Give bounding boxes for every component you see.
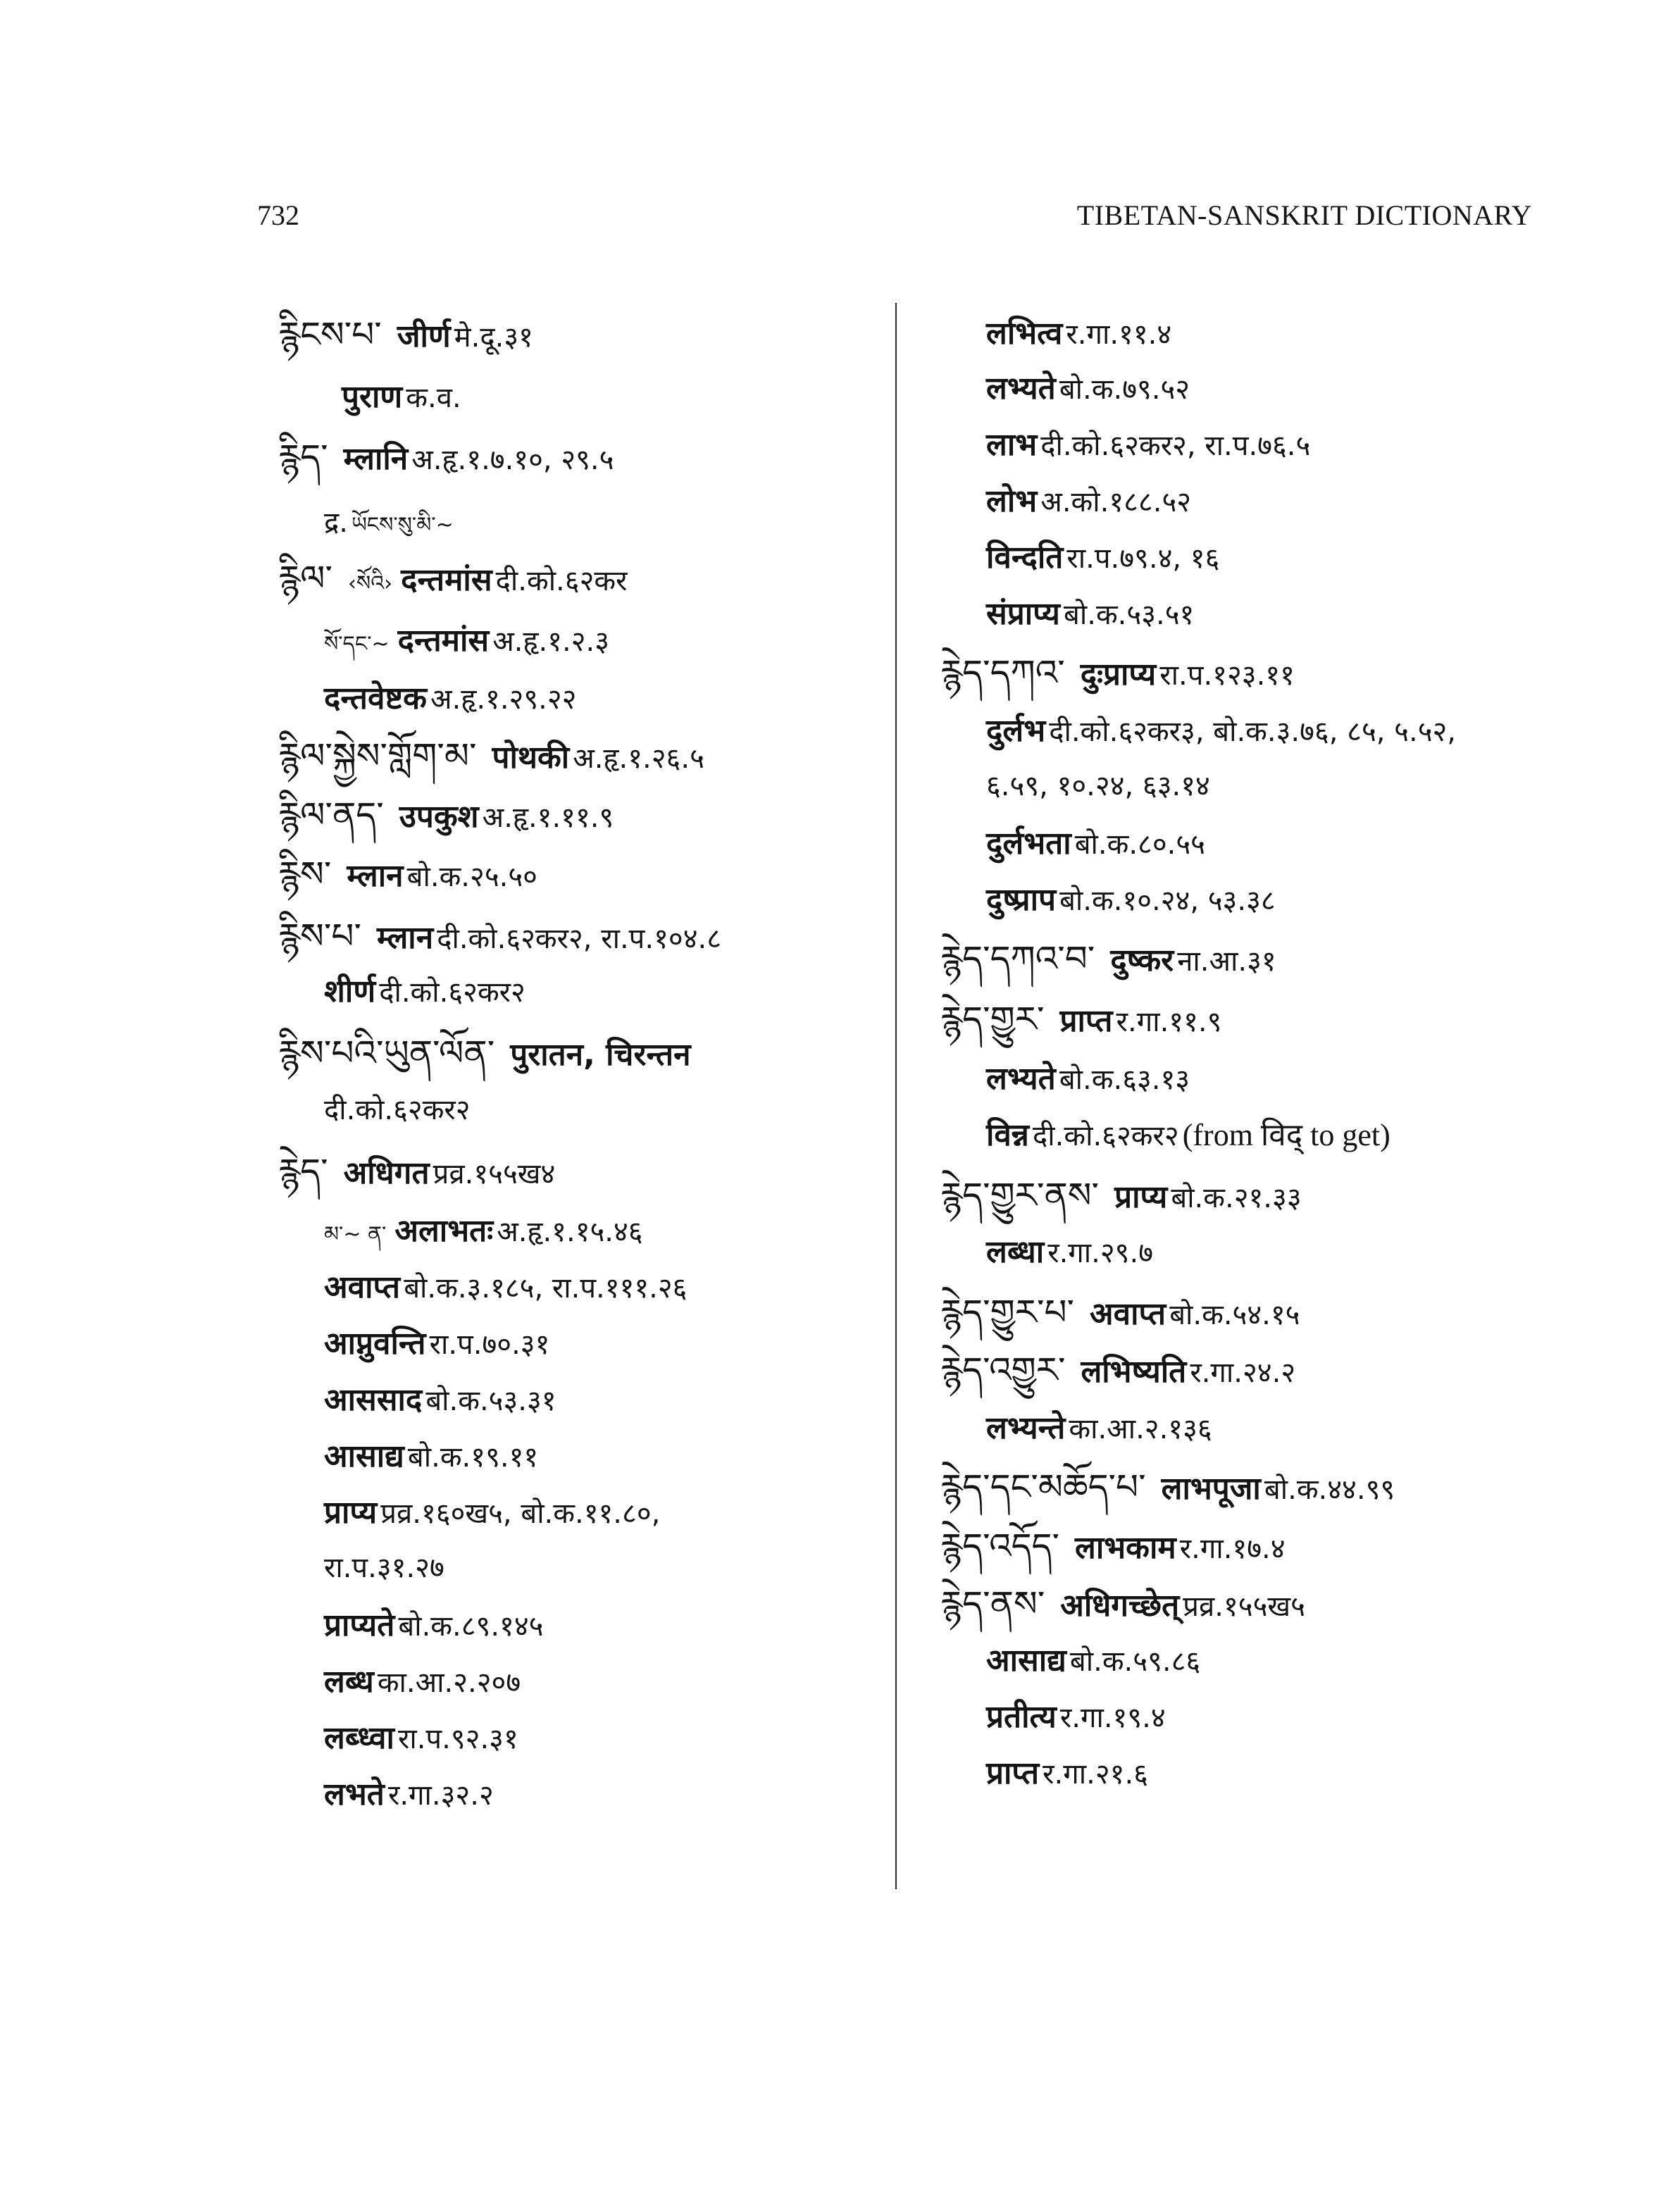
- sanskrit-term: म्लान: [376, 920, 434, 956]
- reference: र.गा.१९.४: [1059, 1702, 1166, 1734]
- page-number: 732: [257, 199, 299, 231]
- sub-entry: [986, 427, 1311, 463]
- reference: क.व.: [406, 382, 461, 414]
- tibetan-subterm: སོ་དང་~: [324, 632, 390, 656]
- reference: रा.प.१२३.११: [1159, 659, 1295, 692]
- sanskrit-term: आसाद्य: [324, 1438, 404, 1474]
- entry: [940, 652, 1295, 693]
- sanskrit-term: दन्तमांस: [397, 623, 490, 659]
- sub-entry: [986, 828, 1205, 859]
- etymology-note: (from विद् to get): [1182, 1118, 1390, 1152]
- continuation: [324, 1554, 444, 1582]
- entry: [940, 1352, 1295, 1388]
- continuation: [986, 772, 1210, 800]
- sub-entry: [324, 680, 577, 716]
- entry: [278, 558, 628, 599]
- sanskrit-term: दन्तमांस: [401, 562, 492, 598]
- reference: रा.प.७९.४, १६: [1066, 542, 1220, 575]
- sub-entry: [324, 973, 525, 1009]
- sub-entry: [986, 318, 1171, 349]
- reference: बो.क.३.१८५, रा.प.१११.२६: [404, 1272, 687, 1305]
- tibetan-headword: རྙིངས་པ་: [278, 314, 382, 355]
- sanskrit-term: प्रतीत्य: [986, 1699, 1057, 1735]
- reference: अ.हृ.१.१५.४६: [497, 1216, 643, 1248]
- reference: प्रव्र.१६०ख५, बो.क.११.८०,: [380, 1498, 661, 1530]
- sanskrit-term: लोभ: [986, 483, 1038, 519]
- sub-entry: [324, 1096, 471, 1124]
- reference: रा.प.७०.३१: [429, 1328, 550, 1361]
- sanskrit-term: प्राप्यते: [324, 1607, 395, 1643]
- reference: र.गा.१७.४: [1179, 1533, 1286, 1565]
- sub-entry: [986, 542, 1219, 573]
- sub-entry: [986, 713, 1457, 749]
- reference: बो.क.२१.३३: [1171, 1182, 1302, 1214]
- reference: बो.क.६३.१३: [1059, 1064, 1190, 1096]
- reference: अ.हृ.१.११.९: [482, 802, 614, 834]
- entry: [940, 1292, 1300, 1333]
- entry: [940, 1583, 1305, 1624]
- sub-entry: [986, 1061, 1190, 1097]
- sub-entry: [324, 1326, 550, 1362]
- sanskrit-term: लभ्यते: [986, 1061, 1056, 1097]
- sanskrit-term: दुर्लभता: [986, 826, 1071, 861]
- sanskrit-term: दुर्लभ: [986, 713, 1046, 749]
- sub-entry: [986, 1234, 1153, 1270]
- reference: दी.को.६२कर: [495, 565, 628, 597]
- tibetan-headword: རྙེད་དཀའ་བ་: [940, 938, 1095, 979]
- entry: [278, 916, 722, 957]
- sanskrit-term: आसाद्य: [986, 1643, 1066, 1679]
- reference: र.गा.२९.७: [1047, 1237, 1153, 1269]
- sanskrit-term: दुष्प्राप: [986, 882, 1056, 918]
- sanskrit-term: आससाद: [324, 1382, 423, 1418]
- sanskrit-term: आप्नुवन्ति: [324, 1326, 426, 1362]
- reference: दी.को.६२कर२: [324, 1094, 471, 1126]
- entry: [940, 1175, 1302, 1216]
- sanskrit-term: लाभपूजा: [1161, 1471, 1261, 1507]
- sanskrit-term: लब्धा: [986, 1234, 1045, 1270]
- sanskrit-term: पोथकी: [492, 740, 570, 776]
- reference: मे.दू.३१: [454, 321, 533, 354]
- sanskrit-term: प्राप्त: [986, 1755, 1040, 1791]
- entry: [278, 735, 704, 776]
- sub-entry: [324, 1438, 539, 1474]
- reference: ना.आ.३१: [1177, 945, 1276, 978]
- sanskrit-term: अलाभतः: [394, 1213, 494, 1249]
- sub-entry: [324, 1495, 661, 1531]
- tibetan-subterm: ‹སོའི›: [347, 571, 393, 596]
- sanskrit-term: लाभ: [986, 427, 1038, 463]
- sub-entry: [324, 1607, 544, 1643]
- reference: का.आ.२.१३६: [1069, 1413, 1212, 1445]
- reference: र.गा.२१.६: [1043, 1758, 1148, 1791]
- sanskrit-term: लभ्यते: [986, 371, 1056, 406]
- reference: बो.क.५३.५१: [1064, 599, 1195, 631]
- reference: प्रव्र.१५५ख४: [433, 1158, 556, 1190]
- reference: बो.क.७९.५२: [1059, 373, 1190, 406]
- reference: बो.क.४४.९९: [1264, 1474, 1395, 1506]
- reference: दी.को.६२कर२, रा.प.१०४.८: [437, 923, 722, 955]
- tibetan-headword: རྙེད་འདོད་: [940, 1526, 1059, 1567]
- tibetan-headword: རྙེད་དང་མཆོད་པ་: [940, 1467, 1146, 1507]
- sanskrit-term: प्राप्य: [1114, 1179, 1168, 1215]
- sub-entry: [986, 596, 1195, 632]
- sanskrit-term: अधिगत: [343, 1155, 430, 1191]
- entry: [278, 1151, 556, 1192]
- tibetan-headword: རྙེད་ནས་: [940, 1583, 1045, 1624]
- sub-entry: [324, 1213, 643, 1249]
- sub-entry: [324, 1269, 687, 1305]
- reference: बो.क.२५.५०: [406, 861, 537, 893]
- column-divider: [895, 303, 897, 1889]
- entry: [278, 314, 533, 355]
- entry: [278, 854, 537, 895]
- reference: द्र.: [324, 506, 348, 539]
- sanskrit-term: विन्दति: [986, 540, 1064, 575]
- reference: अ.हृ.१.७.१०, २९.५: [411, 444, 614, 476]
- sanskrit-term: लभिष्यति: [1081, 1354, 1187, 1390]
- reference: अ.हृ.१.२.३: [492, 625, 610, 658]
- tibetan-headword: རྙིས་པའི་ཡུན་ལོན་: [278, 1033, 495, 1073]
- reference: र.गा.११.९: [1116, 1006, 1222, 1038]
- reference: रा.प.३१.२७: [324, 1552, 444, 1584]
- sanskrit-term: लभ्यन्ते: [986, 1410, 1066, 1446]
- sanskrit-term: लभित्व: [986, 316, 1063, 351]
- sub-entry: [986, 373, 1190, 404]
- sub-entry: [986, 1699, 1166, 1735]
- sanskrit-term: संप्राप्य: [986, 596, 1060, 632]
- sanskrit-term: प्राप्य: [324, 1495, 378, 1531]
- reference: रा.प.९२.३१: [397, 1723, 518, 1755]
- sanskrit-term: अधिगच्छेत्: [1060, 1588, 1180, 1624]
- reference: दी.को.६२कर२, रा.प.७६.५: [1040, 430, 1311, 462]
- reference: अ.को.१८८.५२: [1040, 486, 1192, 518]
- sanskrit-term: लब्ध: [324, 1664, 374, 1700]
- reference: का.आ.२.२०७: [377, 1667, 521, 1699]
- sanskrit-term: म्लान: [347, 858, 404, 894]
- tibetan-subterm: ཡོངས་སུ་མི་~: [351, 513, 454, 537]
- entry: [940, 999, 1222, 1040]
- sanskrit-term: दुष्कर: [1110, 942, 1174, 978]
- reference: बो.क.१०.२४, ५३.३८: [1059, 885, 1276, 917]
- reference: ६.५९, १०.२४, ६३.१४: [986, 770, 1210, 802]
- tibetan-headword: རྙེད་གྱུར་: [940, 999, 1045, 1040]
- reference: अ.हृ.१.२९.२२: [430, 683, 577, 716]
- sanskrit-term: लाभकाम: [1075, 1530, 1176, 1566]
- entry: [278, 437, 614, 478]
- entry: [278, 1035, 691, 1071]
- reference: बो.क.५९.८६: [1069, 1645, 1201, 1678]
- sanskrit-term: जीर्ण: [397, 318, 451, 354]
- tibetan-headword: རྙེད་གྱུར་པ་: [940, 1292, 1074, 1333]
- entry: [940, 1469, 1395, 1505]
- reference: र.गा.११.४: [1066, 318, 1172, 351]
- reference: बो.क.५४.१५: [1169, 1299, 1300, 1331]
- tibetan-subterm: མ་~ ན་: [324, 1222, 387, 1247]
- sanskrit-term: दन्तवेष्टक: [324, 680, 427, 716]
- sub-entry: [324, 1776, 494, 1812]
- sanskrit-term: उपकुश: [399, 799, 479, 835]
- reference: र.गा.३२.२: [387, 1779, 494, 1812]
- reference: बो.क.५३.३१: [425, 1385, 556, 1417]
- sanskrit-term: पुराण: [342, 379, 403, 415]
- sub-entry: [986, 1410, 1212, 1446]
- sub-entry: [986, 882, 1276, 918]
- sanskrit-term: अवाप्त: [1090, 1296, 1166, 1332]
- reference: बो.क.८०.५५: [1074, 828, 1205, 861]
- sub-entry: [324, 1664, 521, 1700]
- entry: [278, 797, 614, 833]
- running-title: TIBETAN-SANSKRIT DICTIONARY: [1076, 199, 1532, 231]
- reference: बो.क.१९.११: [407, 1441, 539, 1474]
- reference: दी.को.६२कर२: [379, 976, 525, 1009]
- sub-entry: [324, 1382, 556, 1418]
- sub-entry: [324, 623, 610, 659]
- sanskrit-term: पुरातन, चिरन्तन: [510, 1037, 691, 1073]
- tibetan-headword: རྙིལ་སྐྱེས་གློག་མ་: [278, 735, 477, 776]
- tibetan-headword: རྙིད་: [278, 437, 328, 478]
- sanskrit-term: लभते: [324, 1776, 385, 1812]
- sub-entry: [986, 1643, 1201, 1679]
- entry: [940, 1526, 1286, 1567]
- reference: प्रव्र.१५५ख५: [1183, 1590, 1305, 1623]
- reference: बो.क.८९.१४५: [398, 1610, 544, 1643]
- entry: [940, 938, 1276, 979]
- sub-entry: [342, 379, 461, 415]
- tibetan-headword: རྙེད་དཀའ་: [940, 652, 1065, 693]
- tibetan-headword: རྙེད་འགྱུར་: [940, 1350, 1066, 1390]
- tibetan-headword: རྙིས་: [278, 854, 332, 895]
- sanskrit-term: लब्ध्वा: [324, 1720, 394, 1756]
- reference: दी.को.६२कर२: [1033, 1120, 1179, 1152]
- sub-entry: [986, 1755, 1148, 1791]
- tibetan-headword: རྙིལ་ནད་: [278, 795, 384, 835]
- sanskrit-term: प्राप्त: [1059, 1003, 1113, 1039]
- sanskrit-term: म्लानि: [343, 441, 409, 477]
- cross-reference: [324, 506, 462, 539]
- sanskrit-term: अवाप्त: [324, 1269, 401, 1305]
- sanskrit-term: दुःप्राप्य: [1080, 656, 1157, 692]
- reference: अ.हृ.१.२६.५: [573, 742, 704, 775]
- tibetan-headword: རྙེད་: [278, 1151, 328, 1192]
- sanskrit-term: विन्न: [986, 1117, 1029, 1153]
- sub-entry: [324, 1720, 518, 1756]
- sanskrit-term: शीर्ण: [324, 973, 376, 1009]
- tibetan-headword: རྙེད་གྱུར་ནས་: [940, 1175, 1100, 1216]
- sub-entry: [986, 483, 1192, 519]
- tibetan-headword: རྙིས་པ་: [278, 916, 361, 957]
- tibetan-headword: རྙིལ་: [278, 558, 332, 599]
- reference: र.गा.२४.२: [1190, 1357, 1296, 1389]
- reference: दी.को.६२कर३, बो.क.३.७६, ८५, ५.५२,: [1049, 716, 1457, 748]
- sub-entry: [986, 1117, 1390, 1153]
